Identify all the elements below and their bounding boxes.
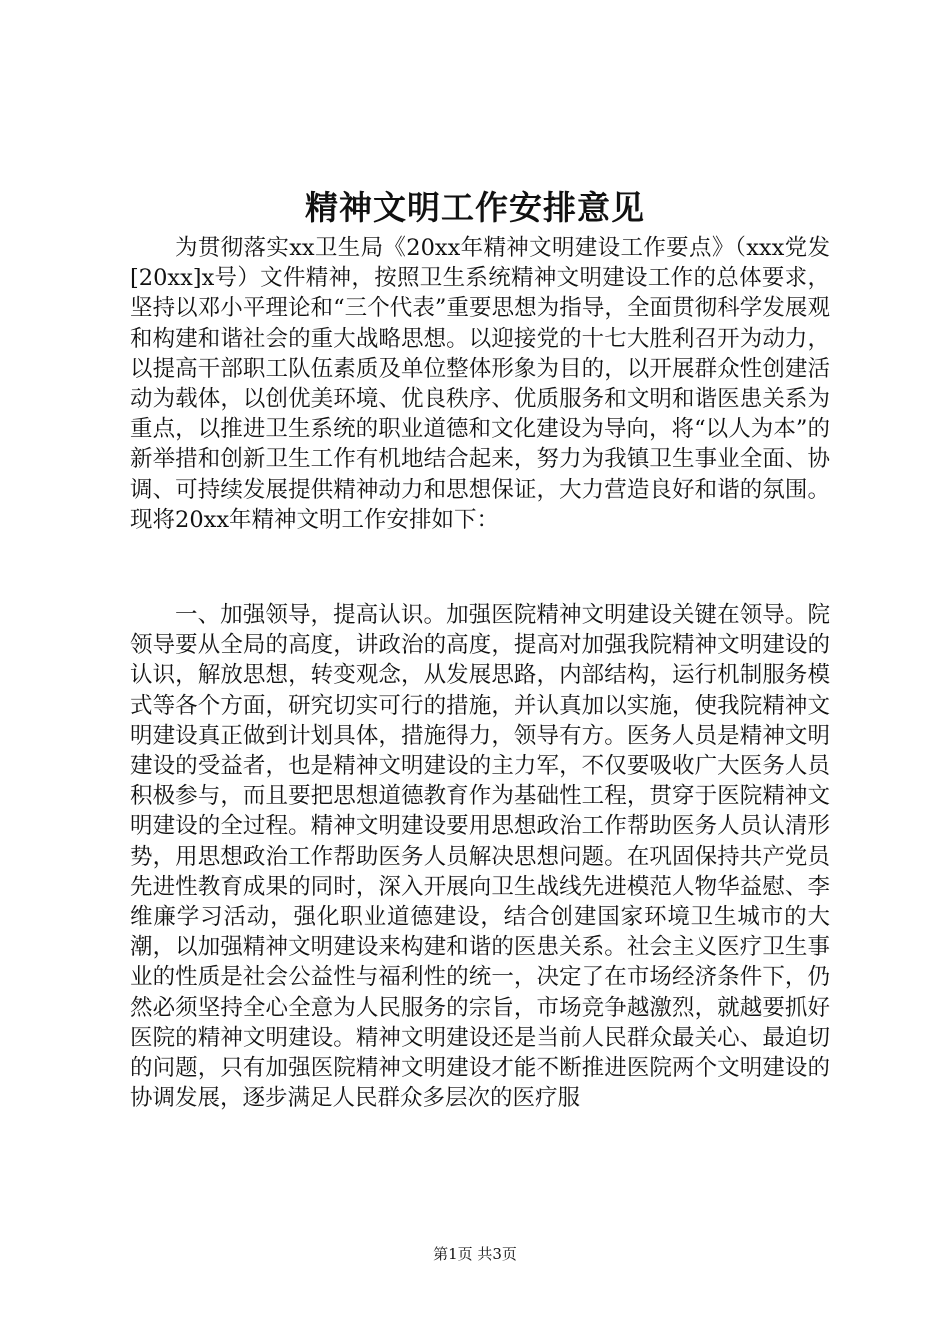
paragraph-section-one: 一、加强领导，提高认识。加强医院精神文明建设关键在领导。院领导要从全局的高度，讲政治的高度，提高对加强我院精神文明建设的认识，解放思想，转变观念，从发展思路，内部结构，运行机制服务模式等各个方面，研究切实可行的措施，并认真加以实施，使我院精神文明建设真正做到计划具体，措施得力，领导有方。医务人员是精神文明建设的受益者，也是精神文明建设的主力军，不仅要吸收广大医务人员积极参与，而且要把思想道德教育作为基础性工程，贯穿于医院精神文明建设的全过程。精神文明建设要用思想政治工作帮助医务人员认清形势，用思想政治工作帮助医务人员解决思想问题。在巩固保持共产党员先进性教育成果的同时，深入开展向卫生战线先进模范人物华益慰、李维廉学习活动，强化职业道德建设，结合创建国家环境卫生城市的大潮，以加强精神文明建设来构建和谐的医患关系。社会主义医疗卫生事业的性质是社会公益性与福利性的统一，决定了在市场经济条件下，仍然必须坚持全心全意为人民服务的宗旨，市场竞争越激烈，就越要抓好医院的精神文明建设。精神文明建设还是当前人民群众最关心、最迫切的问题，只有加强医院精神文明建设才能不断推进医院两个文明建设的协调发展，逐步满足人民群众多层次的医疗服	[130, 602, 830, 1112]
document-title: 精神文明工作安排意见	[305, 188, 645, 227]
paragraph-intro: 为贯彻落实xx卫生局《20xx年精神文明建设工作要点》（xxx党发[20xx]x号）文件精神，按照卫生系统精神文明建设工作的总体要求，坚持以邓小平理论和“三个代表”重要思想为指导，全面贯彻科学发展观和构建和谐社会的重大战略思想。以迎接党的十七大胜利召开为动力，以提高干部职工队伍素质及单位整体形象为目的，以开展群众性创建活动为载体，以创优美环境、优良秩序、优质服务和文明和谐医患关系为重点，以推进卫生系统的职业道德和文化建设为导向，将“以人为本”的新举措和创新卫生工作有机地结合起来，努力为我镇卫生事业全面、协调、可持续发展提供精神动力和思想保证，大力营造良好和谐的氛围。现将20xx年精神文明工作安排如下：	[130, 235, 830, 533]
page-number-footer: 第1页 共3页	[433, 1245, 517, 1263]
